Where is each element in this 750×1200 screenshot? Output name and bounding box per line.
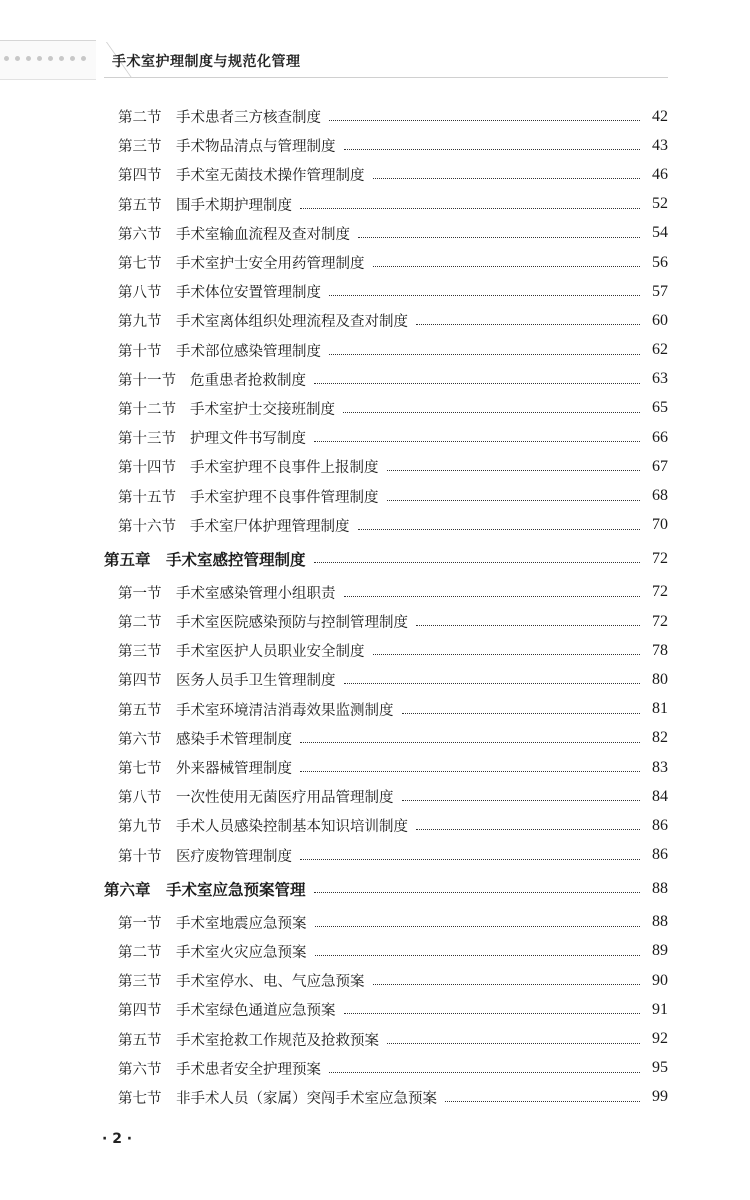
- toc-entry-title: 手术室环境清洁消毒效果监测制度: [176, 702, 394, 719]
- toc-section-entry[interactable]: [0, 131, 750, 160]
- toc-entry-title: 手术室输血流程及查对制度: [176, 226, 350, 243]
- toc-leader-dots: [416, 324, 640, 325]
- toc-leader-dots: [300, 859, 640, 860]
- toc-leader-dots: [329, 1072, 640, 1073]
- toc-entry-title-wrap: [176, 640, 648, 661]
- toc-leader-dots: [314, 383, 640, 384]
- toc-leader-dots: [445, 1101, 640, 1102]
- toc-page-number: 88: [652, 913, 668, 931]
- toc-section-entry[interactable]: [0, 394, 750, 423]
- toc-entry-title-wrap: [176, 912, 648, 933]
- toc-chapter-entry[interactable]: [0, 870, 750, 908]
- toc-entry-title: 手术室无菌技术操作管理制度: [176, 168, 365, 185]
- toc-page-number: 90: [652, 971, 668, 989]
- toc-entry-title: 手术部位感染管理制度: [176, 343, 321, 360]
- toc-page-number: 68: [652, 487, 668, 505]
- toc-section-entry[interactable]: [0, 841, 750, 870]
- toc-entry-number: 第九节: [118, 314, 162, 331]
- toc-section-entry[interactable]: [0, 695, 750, 724]
- toc-entry-number: 第一节: [118, 585, 162, 602]
- toc-section-entry[interactable]: [0, 423, 750, 452]
- toc-leader-dots: [344, 149, 641, 150]
- toc-entry-number: 第七节: [118, 256, 162, 273]
- toc-section-entry[interactable]: [0, 277, 750, 306]
- toc-entry-title: 手术体位安置管理制度: [176, 285, 321, 302]
- toc-entry-number: 第十节: [118, 848, 162, 865]
- toc-entry-title-wrap: [190, 398, 648, 419]
- toc-page-number: 54: [652, 224, 668, 242]
- toc-entry-number: 第六节: [118, 1061, 162, 1078]
- toc-leader-dots: [358, 237, 640, 238]
- toc-leader-dots: [344, 683, 641, 684]
- toc-section-entry[interactable]: [0, 511, 750, 540]
- toc-entry-number: 第七节: [118, 761, 162, 778]
- toc-entry-number: 第三节: [118, 974, 162, 991]
- toc-page-number: 89: [652, 942, 668, 960]
- toc-section-entry[interactable]: [0, 1024, 750, 1053]
- toc-entry-title: 非手术人员（家属）突闯手术室应急预案: [176, 1090, 437, 1107]
- toc-leader-dots: [343, 412, 640, 413]
- toc-page-number: 43: [652, 136, 668, 154]
- toc-section-entry[interactable]: [0, 336, 750, 365]
- toc-entry-title: 手术室应急预案管理: [166, 880, 306, 899]
- toc-leader-dots: [300, 208, 640, 209]
- toc-entry-title: 医务人员手卫生管理制度: [176, 673, 336, 690]
- toc-entry-number: 第五节: [118, 1032, 162, 1049]
- toc-entry-title: 手术室护理不良事件上报制度: [190, 460, 379, 477]
- toc-entry-title: 手术室尸体护理管理制度: [190, 518, 350, 535]
- toc-page-number: 52: [652, 195, 668, 213]
- toc-entry-number: 第六章: [104, 880, 151, 899]
- toc-entry-title-wrap: [176, 1058, 648, 1079]
- toc-leader-dots: [329, 354, 640, 355]
- toc-entry-title: 手术室地震应急预案: [176, 915, 307, 932]
- toc-entry-title-wrap: [176, 699, 648, 720]
- toc-page-number: 92: [652, 1030, 668, 1048]
- toc-entry-number: 第五节: [118, 702, 162, 719]
- toc-leader-dots: [373, 654, 641, 655]
- toc-entry-title: 手术室医护人员职业安全制度: [176, 644, 365, 661]
- toc-page-number: 70: [652, 516, 668, 534]
- toc-entry-title: 手术室停水、电、气应急预案: [176, 974, 365, 991]
- toc-section-entry[interactable]: [0, 636, 750, 665]
- toc-leader-dots: [402, 800, 641, 801]
- toc-entry-title-wrap: [176, 164, 648, 185]
- toc-leader-dots: [373, 984, 641, 985]
- toc-entry-title: 感染手术管理制度: [176, 731, 292, 748]
- toc-leader-dots: [300, 742, 640, 743]
- toc-section-entry[interactable]: [0, 102, 750, 131]
- toc-leader-dots: [315, 955, 641, 956]
- toc-leader-dots: [314, 562, 640, 563]
- toc-page-number: 72: [652, 549, 668, 567]
- toc-page-number: 80: [652, 670, 668, 688]
- toc-entry-title-wrap: [190, 456, 648, 477]
- toc-entry-title-wrap: [176, 1087, 648, 1108]
- toc-leader-dots: [300, 771, 640, 772]
- toc-section-entry[interactable]: [0, 1083, 750, 1112]
- toc-entry-title: 手术室抢救工作规范及抢救预案: [176, 1032, 379, 1049]
- toc-page-number: 84: [652, 787, 668, 805]
- toc-entry-title: 手术患者安全护理预案: [176, 1061, 321, 1078]
- toc-section-entry[interactable]: [0, 219, 750, 248]
- toc-page-number: 82: [652, 729, 668, 747]
- toc-entry-number: 第七节: [118, 1090, 162, 1107]
- toc-section-entry[interactable]: [0, 937, 750, 966]
- toc-entry-title-wrap: [176, 310, 648, 331]
- toc-entry-title: 手术室护理不良事件管理制度: [190, 489, 379, 506]
- toc-entry-title-wrap: [176, 786, 648, 807]
- toc-page-number: 95: [652, 1059, 668, 1077]
- toc-page-number: 60: [652, 311, 668, 329]
- toc-leader-dots: [329, 295, 640, 296]
- toc-entry-title-wrap: [176, 223, 648, 244]
- toc-page-number: 72: [652, 612, 668, 630]
- toc-leader-dots: [416, 829, 640, 830]
- toc-leader-dots: [387, 470, 641, 471]
- toc-page-number: 81: [652, 700, 668, 718]
- toc-entry-title: 手术人员感染控制基本知识培训制度: [176, 819, 408, 836]
- toc-entry-number: 第十节: [118, 343, 162, 360]
- toc-leader-dots: [329, 120, 640, 121]
- toc-leader-dots: [314, 441, 640, 442]
- toc-entry-number: 第三节: [118, 644, 162, 661]
- toc-entry-title: 手术室医院感染预防与控制管理制度: [176, 615, 408, 632]
- toc-leader-dots: [314, 892, 640, 893]
- toc-entry-title: 危重患者抢救制度: [190, 372, 306, 389]
- toc-section-entry[interactable]: [0, 607, 750, 636]
- toc-entry-title-wrap: [176, 669, 648, 690]
- toc-entry-title-wrap: [176, 194, 648, 215]
- toc-entry-title-wrap: [176, 340, 648, 361]
- toc-entry-title: 护理文件书写制度: [190, 431, 306, 448]
- toc-entry-title: 外来器械管理制度: [176, 761, 292, 778]
- toc-page-number: 99: [652, 1088, 668, 1106]
- toc-entry-title-wrap: [176, 252, 648, 273]
- page-number: · 2 ·: [102, 1131, 133, 1147]
- toc-entry-title-wrap: [190, 515, 648, 536]
- toc-section-entry[interactable]: [0, 365, 750, 394]
- toc-entry-title-wrap: [176, 970, 648, 991]
- toc-entry-number: 第五节: [118, 197, 162, 214]
- toc-entry-number: 第八节: [118, 285, 162, 302]
- toc-entry-title-wrap: [176, 611, 648, 632]
- toc-entry-number: 第九节: [118, 819, 162, 836]
- toc-entry-number: 第五章: [104, 550, 151, 569]
- toc-entry-title: 围手术期护理制度: [176, 197, 292, 214]
- toc-leader-dots: [387, 500, 641, 501]
- table-of-contents: [0, 102, 750, 1112]
- toc-section-entry[interactable]: [0, 995, 750, 1024]
- toc-entry-title: 手术室感控管理制度: [166, 550, 306, 569]
- toc-entry-number: 第三节: [118, 139, 162, 156]
- toc-entry-title-wrap: [176, 941, 648, 962]
- toc-page-number: 78: [652, 641, 668, 659]
- toc-entry-title-wrap: [166, 878, 648, 900]
- toc-entry-title-wrap: [166, 548, 648, 570]
- toc-page-number: 88: [652, 879, 668, 897]
- toc-entry-title-wrap: [176, 815, 648, 836]
- toc-entry-title-wrap: [176, 106, 648, 127]
- toc-entry-number: 第十六节: [118, 518, 176, 535]
- toc-page-number: 91: [652, 1000, 668, 1018]
- running-header: [0, 40, 750, 84]
- toc-section-entry[interactable]: [0, 1054, 750, 1083]
- toc-entry-title: 手术患者三方核查制度: [176, 110, 321, 127]
- toc-entry-title: 手术室绿色通道应急预案: [176, 1003, 336, 1020]
- toc-entry-title: 医疗废物管理制度: [176, 848, 292, 865]
- toc-section-entry[interactable]: [0, 452, 750, 481]
- toc-entry-number: 第十三节: [118, 431, 176, 448]
- toc-entry-number: 第十五节: [118, 489, 176, 506]
- toc-entry-number: 第六节: [118, 731, 162, 748]
- toc-page-number: 42: [652, 107, 668, 125]
- toc-page-number: 63: [652, 370, 668, 388]
- toc-section-entry[interactable]: [0, 481, 750, 510]
- toc-page-number: 86: [652, 846, 668, 864]
- toc-entry-number: 第十二节: [118, 401, 176, 418]
- toc-entry-title-wrap: [176, 999, 648, 1020]
- toc-entry-title-wrap: [176, 281, 648, 302]
- header-dots-decoration: [4, 56, 86, 61]
- toc-entry-title: 手术室感染管理小组职责: [176, 585, 336, 602]
- toc-section-entry[interactable]: [0, 753, 750, 782]
- toc-section-entry[interactable]: [0, 811, 750, 840]
- toc-page-number: 62: [652, 341, 668, 359]
- toc-section-entry[interactable]: [0, 966, 750, 995]
- toc-leader-dots: [402, 713, 641, 714]
- toc-page-number: 83: [652, 758, 668, 776]
- toc-leader-dots: [387, 1043, 640, 1044]
- toc-section-entry[interactable]: [0, 306, 750, 335]
- toc-chapter-entry[interactable]: [0, 540, 750, 578]
- book-title: 手术室护理制度与规范化管理: [112, 54, 301, 70]
- toc-entry-title: 手术室离体组织处理流程及查对制度: [176, 314, 408, 331]
- toc-page-number: 67: [652, 457, 668, 475]
- toc-section-entry[interactable]: [0, 908, 750, 937]
- toc-entry-number: 第二节: [118, 944, 162, 961]
- toc-page-number: 72: [652, 583, 668, 601]
- toc-section-entry[interactable]: [0, 248, 750, 277]
- toc-leader-dots: [344, 596, 641, 597]
- toc-section-entry[interactable]: [0, 578, 750, 607]
- toc-entry-number: 第十四节: [118, 460, 176, 477]
- toc-section-entry[interactable]: [0, 160, 750, 189]
- toc-entry-title: 手术室护士交接班制度: [190, 401, 335, 418]
- toc-entry-number: 第二节: [118, 110, 162, 127]
- toc-leader-dots: [315, 926, 641, 927]
- toc-page-number: 56: [652, 253, 668, 271]
- toc-entry-title-wrap: [190, 486, 648, 507]
- toc-entry-number: 第四节: [118, 673, 162, 690]
- toc-entry-title-wrap: [176, 135, 648, 156]
- toc-entry-number: 第六节: [118, 226, 162, 243]
- toc-entry-title-wrap: [176, 1029, 648, 1050]
- toc-entry-number: 第八节: [118, 790, 162, 807]
- toc-entry-title-wrap: [190, 427, 648, 448]
- toc-page-number: 46: [652, 165, 668, 183]
- toc-entry-title-wrap: [176, 757, 648, 778]
- toc-section-entry[interactable]: [0, 724, 750, 753]
- toc-section-entry[interactable]: [0, 190, 750, 219]
- toc-section-entry[interactable]: [0, 665, 750, 694]
- toc-leader-dots: [416, 625, 640, 626]
- toc-page-number: 66: [652, 428, 668, 446]
- toc-entry-number: 第四节: [118, 168, 162, 185]
- toc-entry-title-wrap: [190, 369, 648, 390]
- toc-leader-dots: [373, 178, 641, 179]
- toc-entry-title-wrap: [176, 582, 648, 603]
- toc-entry-number: 第一节: [118, 915, 162, 932]
- toc-entry-number: 第四节: [118, 1003, 162, 1020]
- toc-entry-number: 第二节: [118, 615, 162, 632]
- toc-leader-dots: [344, 1013, 641, 1014]
- toc-leader-dots: [358, 529, 641, 530]
- toc-entry-title: 一次性使用无菌医疗用品管理制度: [176, 790, 394, 807]
- toc-page-number: 57: [652, 282, 668, 300]
- toc-page-number: 65: [652, 399, 668, 417]
- header-rule: [104, 77, 668, 78]
- toc-section-entry[interactable]: [0, 782, 750, 811]
- toc-entry-number: 第十一节: [118, 372, 176, 389]
- toc-entry-title: 手术室护士安全用药管理制度: [176, 256, 365, 273]
- toc-entry-title: 手术室火灾应急预案: [176, 944, 307, 961]
- toc-leader-dots: [373, 266, 641, 267]
- toc-entry-title-wrap: [176, 845, 648, 866]
- toc-entry-title: 手术物品清点与管理制度: [176, 139, 336, 156]
- toc-entry-title-wrap: [176, 728, 648, 749]
- toc-page-number: 86: [652, 816, 668, 834]
